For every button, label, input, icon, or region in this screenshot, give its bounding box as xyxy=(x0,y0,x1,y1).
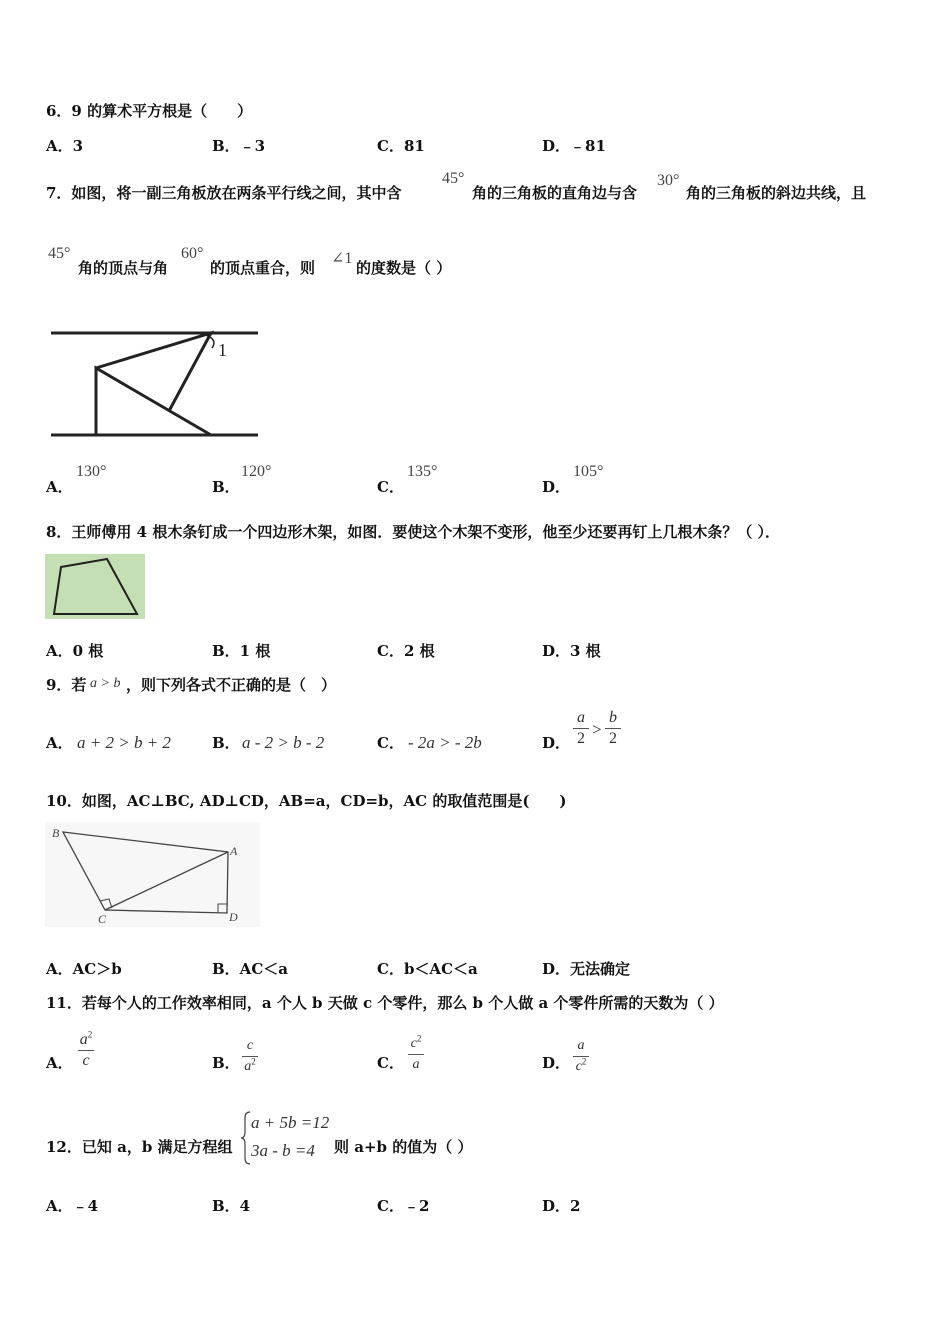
q11-option-c-label[interactable]: C． xyxy=(377,1054,404,1072)
q10-stem: 10．如图，AC⊥BC, AD⊥CD，AB=a，CD=b，AC 的取值范围是( ) xyxy=(46,792,567,810)
q7-option-d-value: 105° xyxy=(573,463,604,480)
q9-option-d-operator: > xyxy=(592,720,602,739)
q7-stem-part4: 角的顶点与角 xyxy=(78,259,169,277)
q7-stem-part3: 角的三角板的斜边共线，且 xyxy=(686,184,867,202)
q10-option-b[interactable]: B．AC＜a xyxy=(212,960,288,978)
q12-option-a[interactable]: A．﹣4 xyxy=(46,1197,99,1215)
q6-option-d[interactable]: D．﹣81 xyxy=(542,137,606,155)
q9-option-b-label[interactable]: B． xyxy=(212,734,240,752)
q7-figure-label-1: 1 xyxy=(218,340,227,360)
q6-option-a[interactable]: A．3 xyxy=(46,137,84,155)
q7-option-c-label[interactable]: C． xyxy=(377,478,404,496)
q10-label-d: D xyxy=(229,910,238,924)
q7-option-d-label[interactable]: D． xyxy=(542,478,571,496)
q11-stem: 11．若每个人的工作效率相同，a 个人 b 天做 c 个零件，那么 b 个人做 a 个零件所需的天数为（ ） xyxy=(46,994,724,1012)
q7-stem-part1: 7．如图，将一副三角板放在两条平行线之间，其中含 xyxy=(46,184,402,202)
q8-option-b[interactable]: B．1 根 xyxy=(212,642,271,660)
q8-stem: 8．王师傅用 4 根木条钉成一个四边形木架，如图．要使这个木架不变形，他至少还要再钉上几根木条？（ ）． xyxy=(46,523,781,541)
q7-deg-60: 60° xyxy=(181,245,204,262)
q6-option-b[interactable]: B．﹣3 xyxy=(212,137,266,155)
q12-prefix: 12．已知 a，b 满足方程组 xyxy=(46,1138,233,1156)
q12-option-d[interactable]: D．2 xyxy=(542,1197,581,1215)
fraction-numerator: $c^2$ xyxy=(410,1033,422,1051)
q10-option-a[interactable]: A．AC＞b xyxy=(46,960,122,978)
q11-option-d-fraction xyxy=(573,1037,589,1076)
q7-deg-30: 30° xyxy=(657,172,680,189)
q11-option-a-label[interactable]: A． xyxy=(46,1054,73,1072)
q9-option-a-value: a + 2 > b + 2 xyxy=(77,733,171,752)
fraction-denominator: $c^2$ xyxy=(575,1056,587,1074)
q7-option-a-value: 130° xyxy=(76,463,107,480)
fraction-bar xyxy=(573,728,589,729)
fraction-bar xyxy=(408,1054,424,1055)
q8-figure-background xyxy=(45,554,145,619)
fraction-numerator: a xyxy=(577,1038,585,1053)
q7-triangle-30 xyxy=(96,333,211,411)
q10-label-a: A xyxy=(230,844,238,858)
q10-label-c: C xyxy=(98,912,107,926)
q9-option-d-fraction-left xyxy=(573,709,589,748)
fraction-numerator: $a^2$ xyxy=(79,1029,93,1048)
q12-equation-1: a + 5b =12 xyxy=(251,1113,330,1132)
fraction-denominator: 2 xyxy=(609,730,617,747)
q9-option-b-value: a - 2 > b - 2 xyxy=(242,733,325,752)
q9-suffix: ，则下列各式不正确的是（ ） xyxy=(126,676,337,694)
q12-option-b[interactable]: B．4 xyxy=(212,1197,251,1215)
fraction-bar xyxy=(78,1050,94,1051)
q12-equation-2: 3a - b =4 xyxy=(251,1141,315,1160)
q12-option-c[interactable]: C．﹣2 xyxy=(377,1197,430,1215)
q7-option-b-value: 120° xyxy=(241,463,272,480)
q6-option-c[interactable]: C．81 xyxy=(377,137,425,155)
q7-option-b-label[interactable]: B． xyxy=(212,478,240,496)
q9-option-c-label[interactable]: C． xyxy=(377,734,404,752)
q11-option-d-label[interactable]: D． xyxy=(542,1054,571,1072)
fraction-denominator: a xyxy=(412,1057,420,1072)
q7-option-c-value: 135° xyxy=(407,463,438,480)
q9-prefix: 9．若 xyxy=(46,676,87,694)
q8-option-c[interactable]: C．2 根 xyxy=(377,642,435,660)
q7-deg-45b: 45° xyxy=(48,245,71,262)
q9-option-d-label[interactable]: D． xyxy=(542,734,571,752)
q10-option-d[interactable]: D．无法确定 xyxy=(542,960,631,978)
fraction-numerator: b xyxy=(609,709,617,726)
q6-stem: 6．9 的算术平方根是（ ） xyxy=(46,102,253,120)
q10-label-b: B xyxy=(52,826,60,840)
q7-stem-part5: 的顶点重合，则 xyxy=(210,259,316,277)
q7-option-a-label[interactable]: A． xyxy=(46,478,73,496)
q7-angle-1: ∠1 xyxy=(331,250,353,267)
fraction-numerator: a xyxy=(577,709,585,726)
fraction-denominator: $a^2$ xyxy=(244,1056,256,1074)
q8-option-d[interactable]: D．3 根 xyxy=(542,642,601,660)
q10-figure xyxy=(45,822,260,927)
q7-triangle-45 xyxy=(96,368,211,435)
fraction-denominator: 2 xyxy=(577,730,585,747)
q12-suffix: 则 a+b 的值为（ ） xyxy=(334,1138,473,1156)
fraction-denominator: c xyxy=(82,1052,90,1069)
q8-quadrilateral-figure xyxy=(45,554,145,619)
q8-option-a[interactable]: A．0 根 xyxy=(46,642,104,660)
q11-option-b-label[interactable]: B． xyxy=(212,1054,240,1072)
q11-option-c-fraction xyxy=(408,1035,424,1074)
q7-deg-45: 45° xyxy=(442,170,465,187)
q9-condition: a > b xyxy=(90,676,121,691)
q9-option-d-fraction-right xyxy=(605,709,621,748)
q10-option-c[interactable]: C．b＜AC＜a xyxy=(377,960,478,978)
q9-option-c-value: - 2a > - 2b xyxy=(408,733,482,752)
fraction-numerator: c xyxy=(246,1038,254,1053)
q9-option-a-label[interactable]: A． xyxy=(46,734,73,752)
q7-figure xyxy=(46,318,266,443)
q11-option-a-fraction xyxy=(78,1031,94,1070)
q7-stem-part6: 的度数是（ ） xyxy=(356,259,452,277)
q11-option-b-fraction xyxy=(242,1037,258,1076)
fraction-bar xyxy=(605,728,621,729)
q7-stem-part2: 角的三角板的直角边与含 xyxy=(472,184,638,202)
